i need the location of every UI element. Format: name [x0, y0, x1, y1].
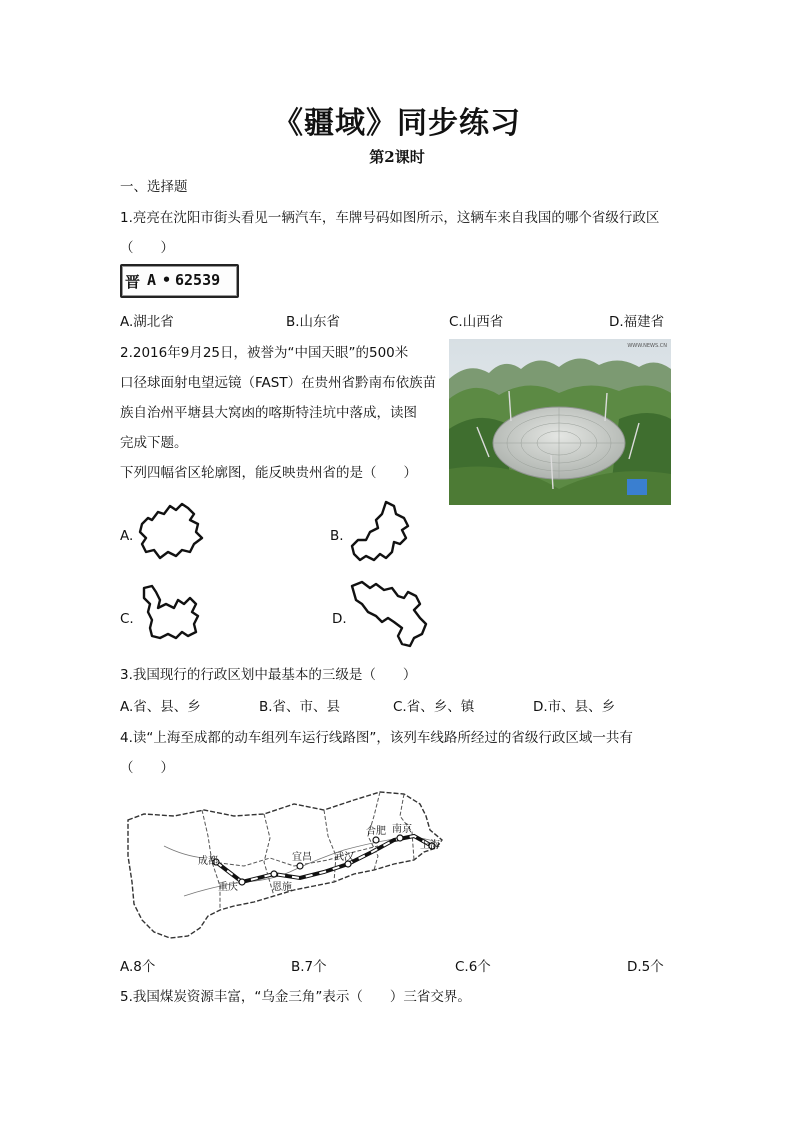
- license-plate: [120, 264, 239, 298]
- q1-option-a: A.湖北省: [120, 314, 174, 330]
- section-heading: 一、选择题: [120, 179, 188, 195]
- photo-watermark: WWW.NEWS.CN: [627, 343, 667, 349]
- plate-letter: A: [147, 271, 157, 289]
- q2-line-4: 完成下题。: [120, 435, 188, 451]
- outline-label-a: A.: [120, 528, 134, 544]
- city-shanghai: 上海: [420, 840, 440, 851]
- outline-label-b: B.: [330, 528, 344, 544]
- q2-line-3: 族自治州平塘县大窝凼的喀斯特洼坑中落成，读图: [120, 405, 417, 421]
- q1-option-d: D.福建省: [609, 314, 665, 330]
- q2-paragraph: [120, 338, 442, 488]
- q4-option-a: A.8个: [120, 959, 156, 975]
- city-yichang: 宜昌: [292, 852, 312, 863]
- fast-telescope-photo: [449, 339, 671, 505]
- q4-option-b: B.7个: [291, 959, 327, 975]
- railway-route-map: [124, 786, 446, 944]
- page-subtitle: 第2课时: [369, 148, 425, 166]
- city-enshi: 恩施: [272, 882, 292, 893]
- outline-c-yunnan: [136, 582, 206, 644]
- plate-province: 晋: [125, 273, 141, 291]
- q4-text: 4.读“上海至成都的动车组列车运行线路图”，该列车线路所经过的省级行政区域一共有: [120, 730, 633, 746]
- city-hefei: 合肥: [366, 826, 386, 837]
- q3-option-a: A.省、县、乡: [120, 699, 201, 715]
- page-title: 《疆域》同步练习: [273, 106, 521, 141]
- q1-blank: （ ）: [120, 240, 174, 256]
- q2-line-2: 口径球面射电望远镜（FAST）在贵州省黔南布依族苗: [120, 375, 437, 391]
- q2-subquestion: 下列四幅省区轮廓图，能反映贵州省的是（ ）: [120, 465, 417, 481]
- city-chengdu: 成都: [198, 856, 218, 867]
- outline-d-gansu: [346, 578, 432, 650]
- outline-label-d: D.: [332, 611, 347, 627]
- plate-dot: •: [162, 271, 172, 289]
- q1-option-b: B.山东省: [286, 314, 341, 330]
- city-wuhan: 武汉: [334, 852, 354, 863]
- q1-option-c: C.山西省: [449, 314, 504, 330]
- q4-option-d: D.5个: [627, 959, 664, 975]
- q3-option-d: D.市、县、乡: [533, 699, 616, 715]
- city-nanjing: 南京: [392, 824, 412, 835]
- outline-label-c: C.: [120, 611, 134, 627]
- q3-option-c: C.省、乡、镇: [393, 699, 475, 715]
- q2-line-1: 2.2016年9月25日，被誉为“中国天眼”的500米: [120, 345, 409, 361]
- q1-text: 1.亮亮在沈阳市街头看见一辆汽车，车牌号码如图所示，这辆车来自我国的哪个省级行政区: [120, 210, 660, 226]
- q5-text: 5.我国煤炭资源丰富，“乌金三角”表示（ ）三省交界。: [120, 989, 471, 1005]
- outline-b-chongqing: [346, 498, 416, 566]
- q4-option-c: C.6个: [455, 959, 491, 975]
- outline-a-guizhou: [136, 500, 206, 562]
- city-chongqing: 重庆: [218, 882, 238, 893]
- plate-number: 62539: [175, 271, 221, 289]
- q4-blank: （ ）: [120, 760, 174, 776]
- q3-option-b: B.省、市、县: [259, 699, 341, 715]
- q3-text: 3.我国现行的行政区划中最基本的三级是（ ）: [120, 667, 417, 683]
